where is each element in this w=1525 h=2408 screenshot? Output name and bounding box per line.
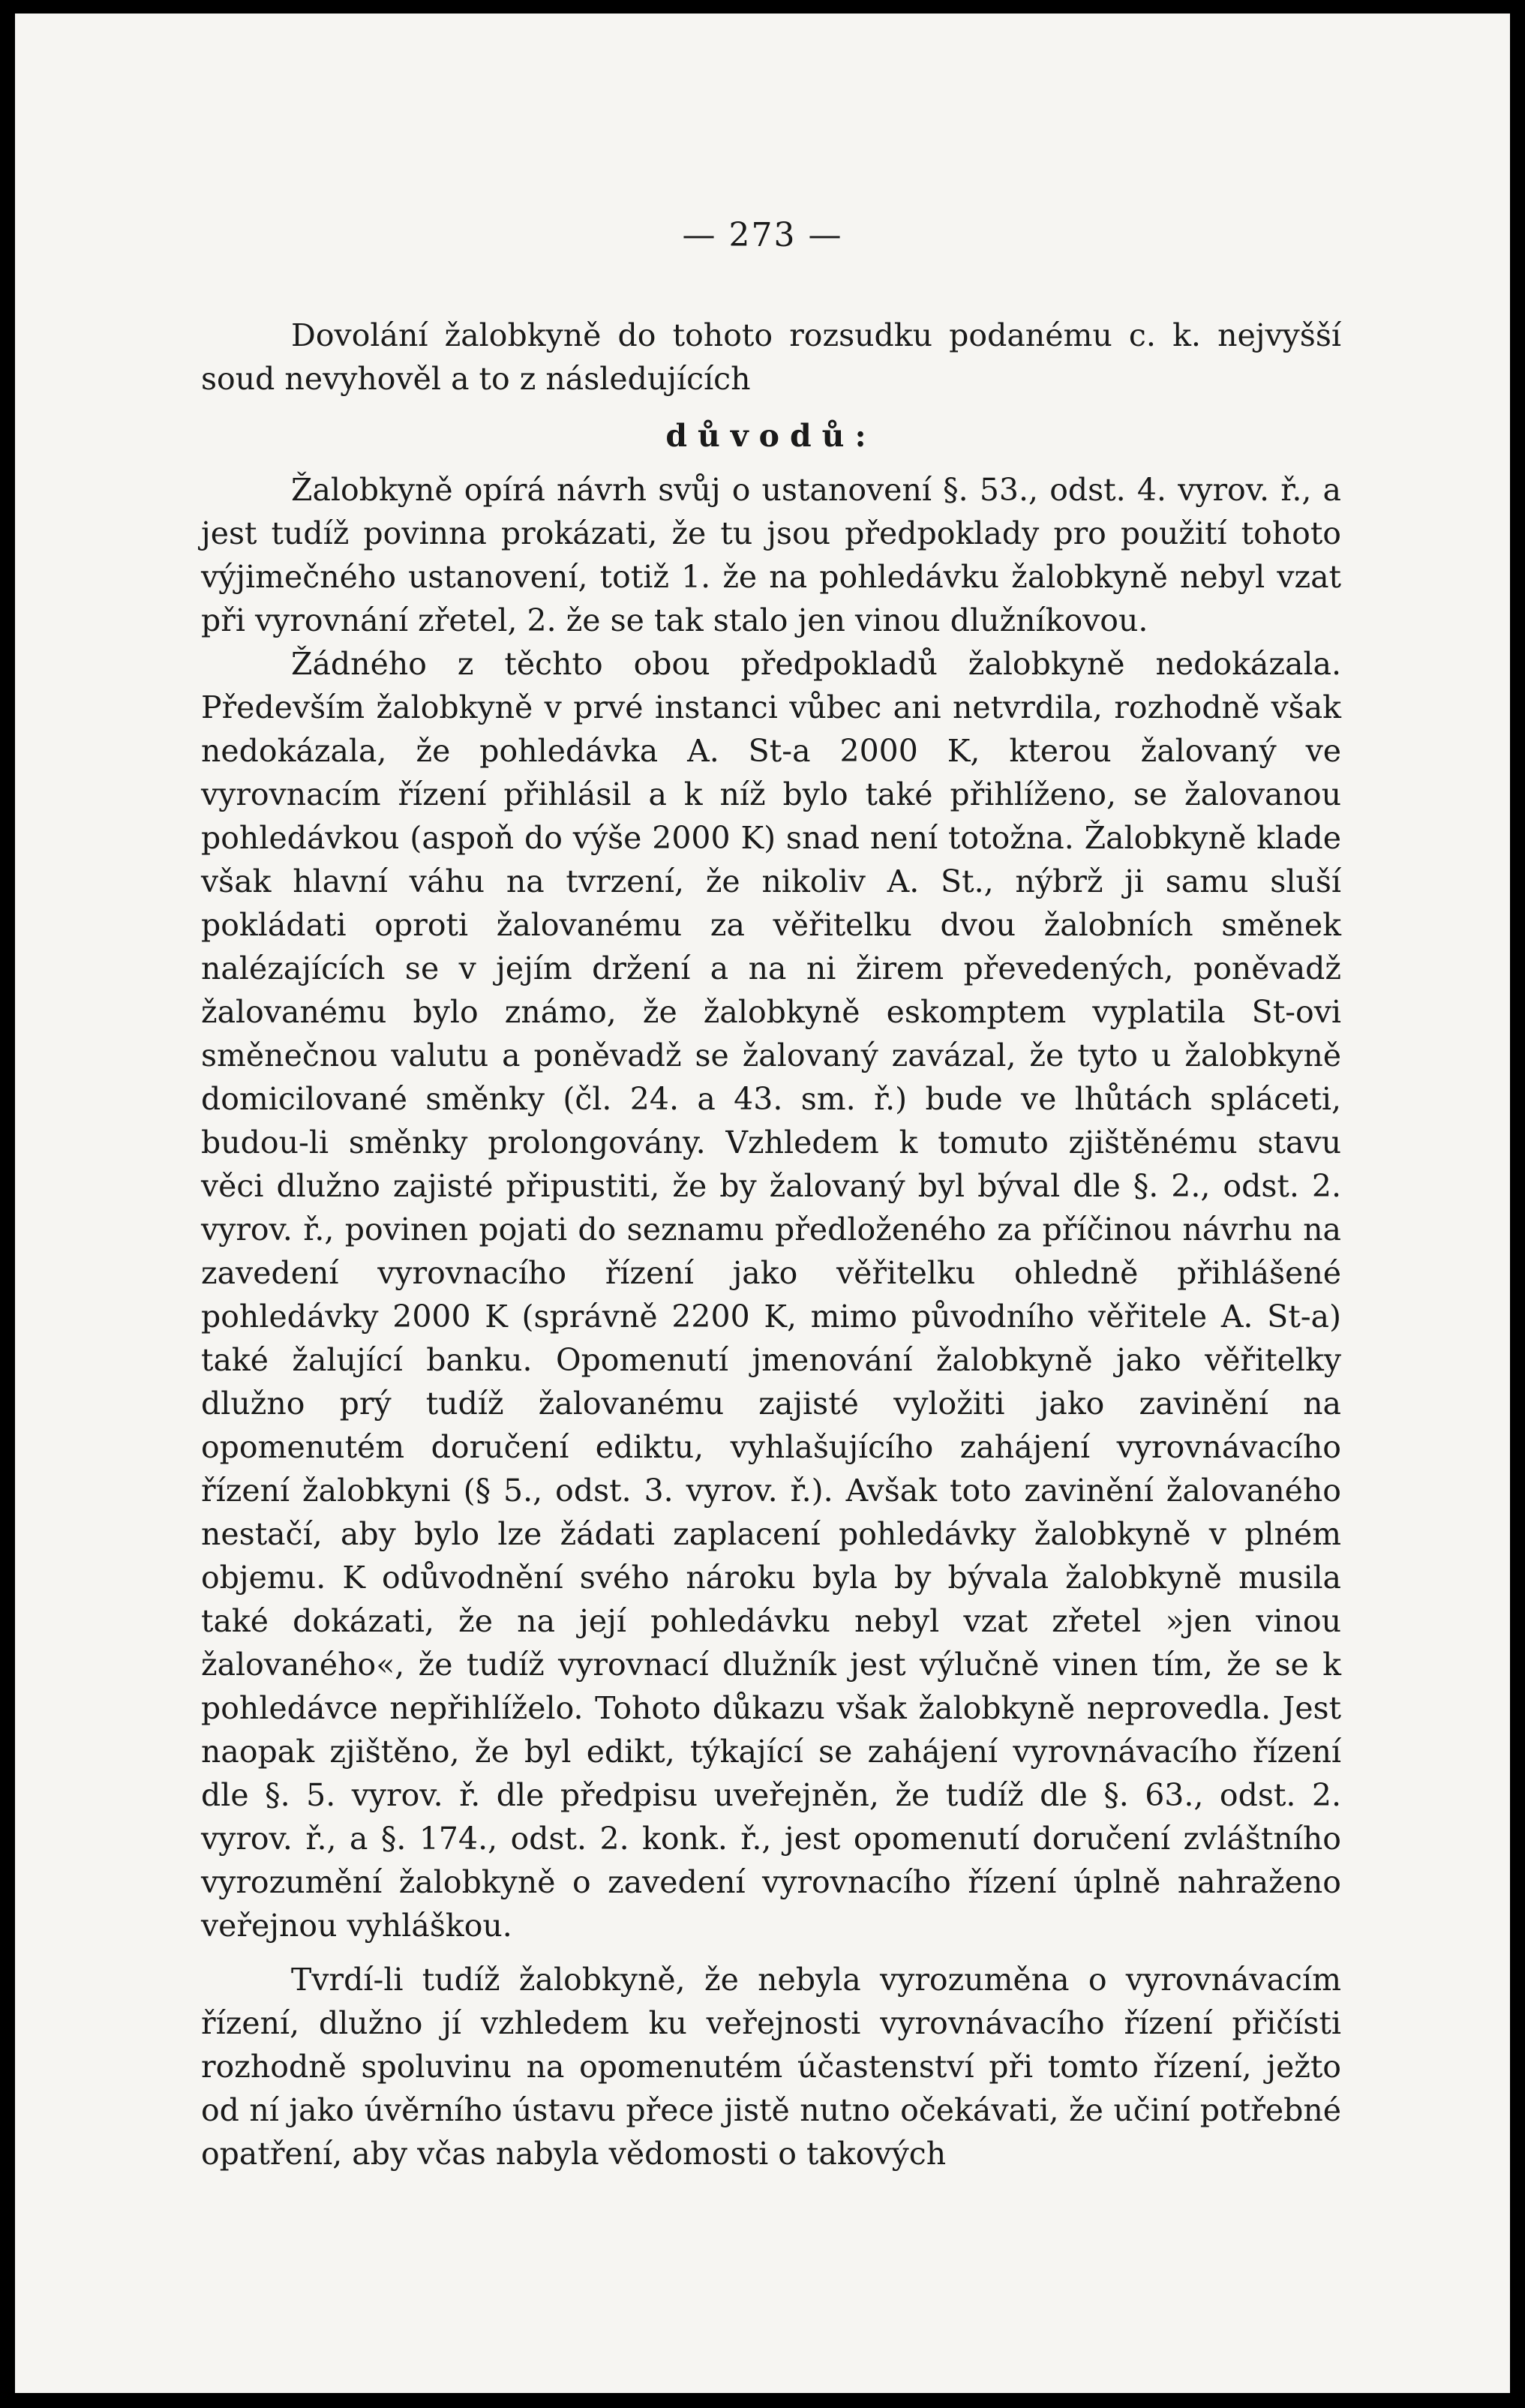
paragraph-conclusion: Tvrdí-li tudíž žalobkyně, že nebyla vyrozuměna o vyrovnávacím řízení, dlužno jí vzhledem ku veřejnosti vyrovnávacího řízení přičísti rozhodně spoluvinu na opomenutém účastenství při tomto řízení, ježto od ní jako úvěrního ústavu přece jistě nutno očekávati, že učiní potřebné opatření, aby včas nabyla vědomosti o takových <box>201 1962 1341 2172</box>
paragraph-gap <box>201 1947 1341 1958</box>
book-page <box>15 14 1510 2393</box>
body-text <box>201 314 1341 2175</box>
paragraph-intro: Dovolání žalobkyně do tohoto rozsudku podanému c. k. nejvyšší soud nevyhověl a to z následujících <box>201 317 1341 397</box>
paragraph-reasoning: Žádného z těchto obou předpokladů žalobkyně nedokázala. Především žalobkyně v prvé instanci vůbec ani netvrdila, rozhodně však nedokázala, že pohledávka A. St-a 2000 K, kterou žalovaný ve vyrovnacím řízení přihlásil a k níž bylo také přihlíženo, se žalovanou pohledávkou (aspoň do výše 2000 K) snad není totožna. Žalobkyně klade však hlavní váhu na tvrzení, že nikoliv A. St., nýbrž ji samu sluší pokládati oproti žalovanému za věřitelku dvou žalobních směnek nalézajících se v jejím držení a na ni žirem převedených, poněvadž žalovanému bylo známo, že žalobkyně eskomptem vyplatila St-ovi směnečnou valutu a poněvadž se žalovaný zavázal, že tyto u žalobkyně domicilované směnky (čl. 24. a 43. sm. ř.) bude ve lhůtách spláceti, budou-li směnky prolongovány. Vzhledem k tomuto zjištěnému stavu věci dlužno zajisté připustiti, že by žalovaný byl býval dle §. 2., odst. 2. vyrov. ř., povinen pojati do seznamu předloženého za příčinou návrhu na zavedení vyrovnacího řízení jako věřitelku ohledně přihlášené pohledávky 2000 K (správně 2200 K, mimo původního věřitele A. St-a) také žalující banku. Opomenutí jmenování žalobkyně jako věřitelky dlužno prý tudíž žalovanému zajisté vyložiti jako zavinění na opomenutém doručení ediktu, vyhlašujícího zahájení vyrovnávacího řízení žalobkyni (§ 5., odst. 3. vyrov. ř.). Avšak toto zavinění žalovaného nestačí, aby bylo lze žádati zaplacení pohledávky žalobkyně v plném objemu. K odůvodnění svého nároku byla by bývala žalobkyně musila také dokázati, že na její pohledávku nebyl vzat zřetel »jen vinou žalovaného«, že tudíž vyrovnací dlužník jest výlučně vinen tím, že se k pohledávce nepřihlíželo. Tohoto důkazu však žalobkyně neprovedla. Jest naopak zjištěno, že byl edikt, týkající se zahájení vyrovnávacího řízení dle §. 5. vyrov. ř. dle předpisu uveřejněn, že tudíž dle §. 63., odst. 2. vyrov. ř., a §. 174., odst. 2. konk. ř., jest opomenutí doručení zvláštního vyrozumění žalobkyně o zavedení vyrovnacího řízení úplně nahraženo veřejnou vyhláškou. <box>201 646 1341 1944</box>
page-number: — 273 — <box>682 216 843 254</box>
section-heading: důvodů: <box>665 418 877 454</box>
paragraph-claim: Žalobkyně opírá návrh svůj o ustanovení §. 53., odst. 4. vyrov. ř., a jest tudíž povinna prokázati, že tu jsou předpoklady pro použití tohoto výjimečného ustanovení, totiž 1. že na pohledávku žalobkyně nebyl vzat při vyrovnání zřetel, 2. že se tak stalo jen vinou dlužníkovou. <box>201 472 1341 638</box>
